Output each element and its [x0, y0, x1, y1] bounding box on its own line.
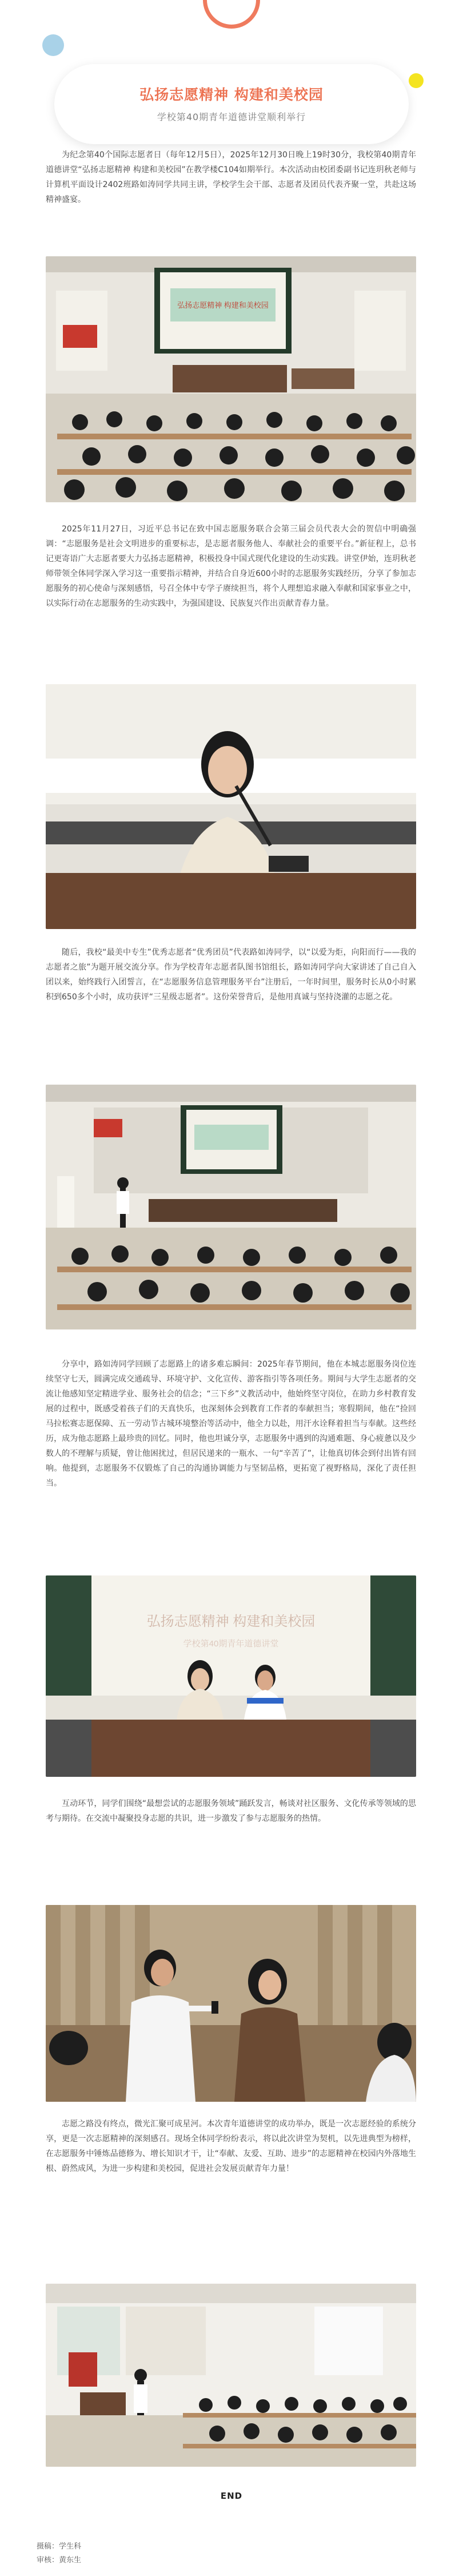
- end-mark: END: [220, 2491, 243, 2501]
- photo-instructor-speaking: [46, 684, 416, 929]
- slide-title-faded: 弘扬志愿精神 构建和美校园: [146, 1614, 316, 1629]
- photo-lecture-room-image: [46, 256, 416, 502]
- photo-interaction: [46, 1905, 416, 2102]
- photo-classroom-side-image: [46, 2284, 416, 2467]
- credits: [37, 2540, 81, 2567]
- decorative-blue-circle: [42, 34, 64, 56]
- paragraph-student-share: 随后，我校“最美中专生”优秀志愿者“优秀团员”代表路如涛同学，以“以爱为炬，向阳而行——我的志愿者之旅”为题开展交流分享。作为学校青年志愿者队图书馆组长，路如涛同学向大家讲述了自己自入团以来，始终践行入团誓言，在“志愿服务信息管理服务平台”注册后，一年时间里，服务时长从0小时累积到650多个小时，成功获评“三星级志愿者”。这份荣誉背后，是他用真诚与坚持浇灌的志愿之花。: [46, 948, 416, 1002]
- paragraph-speech-instructor: 2025年11月27日，习近平总书记在致中国志愿服务联合会第三届会员代表大会的贺信中明确强调：“志愿服务是社会文明进步的重要标志，是志愿者服务他人、奉献社会的重要平台。”新征程上，总书记更寄语广大志愿者要大力弘扬志愿精神，积极投身中国式现代化建设的生动实践。讲堂伊始，连玥秋老师带领全体同学深入学习这一重要指示精神，并结合自身近600小时的志愿服务实践经历，分享了参加志愿服务的初心使命与深刻感悟，号召全体中专学子赓续担当，将个人理想追求融入奉献和国家事业之中，以实际行动在志愿服务的生动实践中，为强国建设、民族复兴作出贡献青春力量。: [46, 525, 416, 608]
- paragraph-conclusion: 志愿之路没有终点，微光汇聚可成星河。本次青年道德讲堂的成功举办，既是一次志愿经验的系统分享，更是一次志愿精神的深刻感召。现场全体同学纷纷表示，将以此次讲堂为契机，以先进典型为榜样，在志愿服务中锤炼品德修为、增长知识才干，让“奉献、友爱、互助、进步”的志愿精神在校园内外落地生根、蔚然成风，为进一步构建和美校园，促进社会发展贡献青年力量！: [46, 2119, 416, 2173]
- page-title: 弘扬志愿精神 构建和美校园: [139, 86, 324, 103]
- credit-photographer: 摄稿：学生科: [37, 2542, 82, 2551]
- photo-two-speakers-image: [46, 1575, 416, 1777]
- slide-subtitle-faded: 学校第40期青年道德讲堂: [183, 1639, 279, 1649]
- photo-interaction-image: [46, 1905, 416, 2102]
- photo-instructor-image: [46, 684, 416, 929]
- photo-classroom-side: [46, 2284, 416, 2467]
- page-subtitle: 学校第40期青年道德讲堂顺利举行: [157, 112, 306, 122]
- photo-classroom-student: [46, 1085, 416, 1329]
- slide-title-text: 弘扬志愿精神 构建和美校园: [177, 301, 269, 309]
- paragraph-interaction: 互动环节，同学们围绕“最想尝试的志愿服务领域”踊跃发言，畅谈对社区服务、文化传承等领域的思考与期待。在交流中凝聚投身志愿的共识，进一步激发了参与志愿服务的热情。: [46, 1799, 416, 1823]
- paragraph-experience: 分享中，路如涛同学回顾了志愿路上的诸多难忘瞬间：2025年春节期间，他在本城志愿服务岗位连续坚守七天，圆满完成交通疏导、环境守护、文化宣传、游客指引等各项任务。期间与大学生志愿者的交流让他感知坚定精进学业、服务社会的信念；“三下乡”义教活动中，他始终坚守岗位，在助力乡村教育发展的过程中，既感受着孩子们的天真快乐，也深刻体会到教育工作者的奉献担当；寒假期间，他在“捡回马拉松赛志愿保障、五一劳动节古城环境整治等活动中，他全力以赴，用汗水诠释着担当与奉献。这些经历，成为他志愿路上最珍贵的回忆。同时，他也坦诚分享，志愿服务中遇到的沟通难题、身心疲惫以及少数人的不理解与质疑，曾让他困扰过，但居民递来的一瓶水、一句“辛苦了”，让他真切体会到付出皆有回响。他提到，志愿服务不仅锻炼了自己的沟通协调能力与坚韧品格，更拓宽了视野格局，深化了责任担当。: [46, 1360, 416, 1488]
- decorative-yellow-circle: [409, 73, 424, 88]
- paragraph-intro: 为纪念第40个国际志愿者日（每年12月5日），2025年12月30日晚上19时30分，我校第40期青年道德讲堂“弘扬志愿精神 构建和美校园”在教学楼C104如期举行。本次活动由校团委副书记连玥秋老师与计算机平面设计2402班路如涛同学共同主讲，学校学生会干部、志愿者及团员代表齐聚一堂，共赴这场精神盛宴。: [46, 150, 416, 204]
- photo-lecture-room: [46, 256, 416, 502]
- header-card: [54, 64, 409, 144]
- credit-reviewer: 审核：黄东生: [37, 2556, 82, 2565]
- photo-classroom-image: [46, 1085, 416, 1329]
- photo-two-speakers: [46, 1575, 416, 1777]
